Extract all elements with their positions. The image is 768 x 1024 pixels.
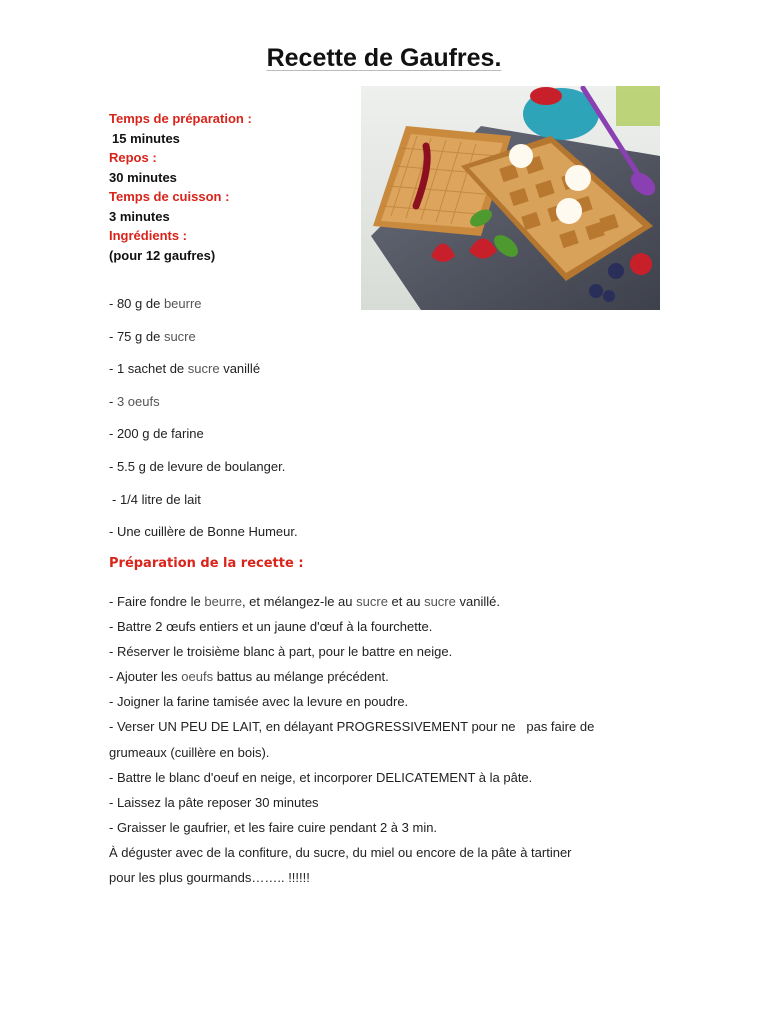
rest-time-value: 30 minutes	[109, 169, 177, 185]
ingredient-item: - 75 g de sucre	[109, 328, 196, 344]
serving-note: À déguster avec de la confiture, du sucre, du miel ou encore de la pâte à tartiner	[109, 844, 572, 860]
step-item: - Joigner la farine tamisée avec la levure en poudre.	[109, 694, 409, 710]
ingredient-item: - Une cuillère de Bonne Humeur.	[109, 524, 298, 540]
step-item-continued: grumeaux (cuillère en bois).	[109, 744, 270, 760]
step-item: - Réserver le troisième blanc à part, pour le battre en neige.	[109, 644, 453, 660]
rest-time-label: Repos :	[109, 150, 157, 165]
ingredient-item: - 3 oeufs	[109, 393, 160, 409]
cook-time-label: Temps de cuisson :	[109, 189, 230, 204]
cook-time-value: 3 minutes	[109, 208, 170, 224]
preparation-steps	[109, 589, 669, 890]
serving-note-continued: pour les plus gourmands…….. !!!!!!	[109, 870, 310, 886]
step-item: - Laissez la pâte reposer 30 minutes	[109, 794, 319, 810]
ingredient-item: - 1/4 litre de lait	[112, 491, 201, 507]
step-item: - Battre le blanc d'oeuf en neige, et incorporer DELICATEMENT à la pâte.	[109, 769, 533, 785]
ingredient-item: - 80 g de beurre	[109, 296, 202, 311]
step-item: - Verser UN PEU DE LAIT, en délayant PROGRESSIVEMENT pour ne pas faire de	[109, 719, 595, 735]
ingredient-item: - 1 sachet de sucre vanillé	[109, 361, 261, 377]
recipe-meta	[109, 109, 349, 265]
waffle-photo	[361, 86, 660, 310]
waffle-illustration	[361, 86, 660, 310]
step-item: - Ajouter les oeufs battus au mélange précédent.	[109, 669, 389, 685]
preparation-heading: Préparation de la recette :	[109, 556, 304, 571]
page-title-wrap	[0, 44, 768, 73]
prep-time-label: Temps de préparation :	[109, 111, 252, 126]
ingredient-item: - 200 g de farine	[109, 426, 204, 442]
page-title: Recette de Gaufres.	[266, 44, 502, 72]
ingredients-label: Ingrédients :	[109, 228, 188, 243]
step-item: - Graisser le gaufrier, et les faire cuire pendant 2 à 3 min.	[109, 819, 438, 835]
ingredient-item: - 5.5 g de levure de boulanger.	[109, 458, 286, 474]
prep-time-value: 15 minutes	[112, 130, 180, 146]
servings-value: (pour 12 gaufres)	[109, 247, 216, 263]
ingredient-list	[109, 294, 409, 555]
step-item: - Battre 2 œufs entiers et un jaune d'œuf à la fourchette.	[109, 619, 433, 635]
step-item: - Faire fondre le beurre, et mélangez-le au sucre et au sucre vanillé.	[109, 594, 500, 609]
